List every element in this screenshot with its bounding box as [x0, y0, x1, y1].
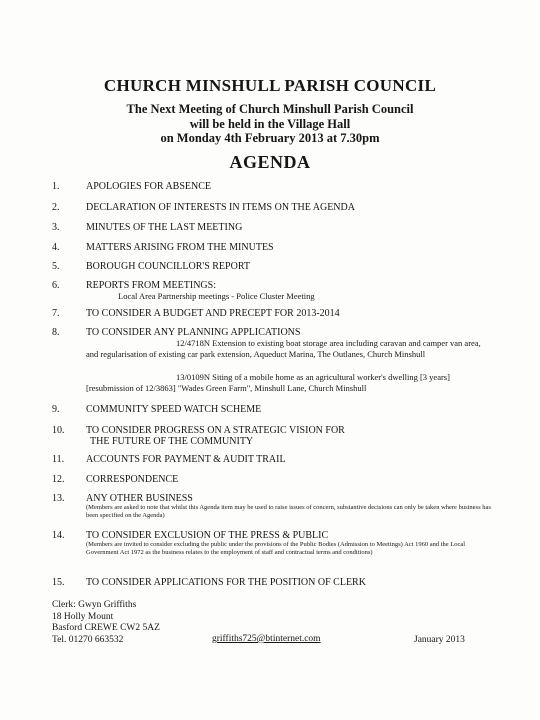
- item-text: TO CONSIDER PROGRESS ON A STRATEGIC VISION FOR: [86, 425, 345, 436]
- item-text: APOLOGIES FOR ABSENCE: [86, 181, 212, 192]
- item-text: REPORTS FROM MEETINGS:: [86, 280, 216, 291]
- item-number: 7.: [52, 308, 60, 319]
- item-text: ACCOUNTS FOR PAYMENT & AUDIT TRAIL: [86, 454, 286, 465]
- item-text-continued: THE FUTURE OF THE COMMUNITY: [90, 436, 254, 447]
- item-text: MINUTES OF THE LAST MEETING: [86, 222, 243, 233]
- item-text: DECLARATION OF INTERESTS IN ITEMS ON THE AGENDA: [86, 202, 355, 213]
- item-text: ANY OTHER BUSINESS: [86, 493, 193, 504]
- item-number: 10.: [52, 425, 65, 436]
- clerk-name: Clerk: Gwyn Griffiths: [52, 600, 137, 610]
- agenda-title: AGENDA: [229, 152, 311, 172]
- clerk-telephone: Tel. 01270 663532: [52, 634, 124, 645]
- item-number: 8.: [52, 327, 60, 338]
- clerk-address-line-1: 18 Holly Mount: [52, 611, 114, 622]
- notice-line-3: on Monday 4th February 2013 at 7.30pm: [160, 131, 380, 145]
- item-number: 3.: [52, 222, 60, 233]
- item-number: 5.: [52, 261, 60, 272]
- item-note: (Members are invited to consider excluding the public under the provisions of the Public Bodies (Admission to Meetings) Act 1960 and the Local Government Act 1972 as the business relates to the employment of staff and contractual terms and conditions): [86, 541, 466, 556]
- item-number: 2.: [52, 202, 60, 213]
- item-text: TO CONSIDER A BUDGET AND PRECEPT FOR 2013-2014: [86, 308, 340, 319]
- item-number: 4.: [52, 242, 60, 253]
- item-subtext: Local Area Partnership meetings - Police Cluster Meeting: [118, 291, 315, 301]
- item-number: 6.: [52, 280, 60, 291]
- council-name: CHURCH MINSHULL PARISH COUNCIL: [103, 76, 437, 95]
- item-number: 9.: [52, 404, 60, 415]
- clerk-address-line-2: Basford CREWE CW2 5AZ: [52, 623, 160, 633]
- item-text: TO CONSIDER EXCLUSION OF THE PRESS & PUBLIC: [86, 530, 329, 541]
- item-text: COMMUNITY SPEED WATCH SCHEME: [86, 404, 262, 415]
- item-number: 14.: [52, 530, 65, 541]
- notice-line-2: will be held in the Village Hall: [189, 116, 351, 131]
- item-text: TO CONSIDER APPLICATIONS FOR THE POSITION OF CLERK: [86, 577, 366, 588]
- item-text: CORRESPONDENCE: [86, 474, 179, 485]
- notice-line-1: The Next Meeting of Church Minshull Parish Council: [126, 102, 414, 116]
- item-note: (Members are asked to note that whilst this Agenda item may be used to raise issues of concern, substantive decisions can only be taken where business has been specified on the Agenda): [86, 504, 491, 519]
- clerk-contact: [52, 600, 160, 646]
- document-date: January 2013: [414, 635, 465, 645]
- item-text: MATTERS ARISING FROM THE MINUTES: [86, 242, 274, 253]
- planning-application-text: 13/0109N Siting of a mobile home as an agricultural worker's dwelling [3 years] [resubmission of 12/3863] "Wades Green Farm", Minshull Lane, Church Minshull: [86, 372, 450, 393]
- item-text: TO CONSIDER ANY PLANNING APPLICATIONS: [86, 327, 301, 338]
- meeting-notice: [0, 102, 540, 146]
- item-text: BOROUGH COUNCILLOR'S REPORT: [86, 261, 250, 272]
- item-number: 13.: [52, 493, 65, 504]
- planning-application-2: [86, 372, 490, 393]
- item-number: 15.: [52, 577, 65, 588]
- planning-application-text: 12/4718N Extension to existing boat storage area including caravan and camper van area, and regularisation of existing car park extension, Aqueduct Marina, The Outlanes, Church Minshull: [86, 338, 481, 359]
- item-number: 11.: [52, 454, 65, 465]
- item-number: 1.: [52, 181, 60, 192]
- item-number: 12.: [52, 474, 65, 485]
- clerk-email-link[interactable]: griffiths725@btinternet.com: [212, 634, 321, 644]
- planning-application-1: [86, 338, 490, 359]
